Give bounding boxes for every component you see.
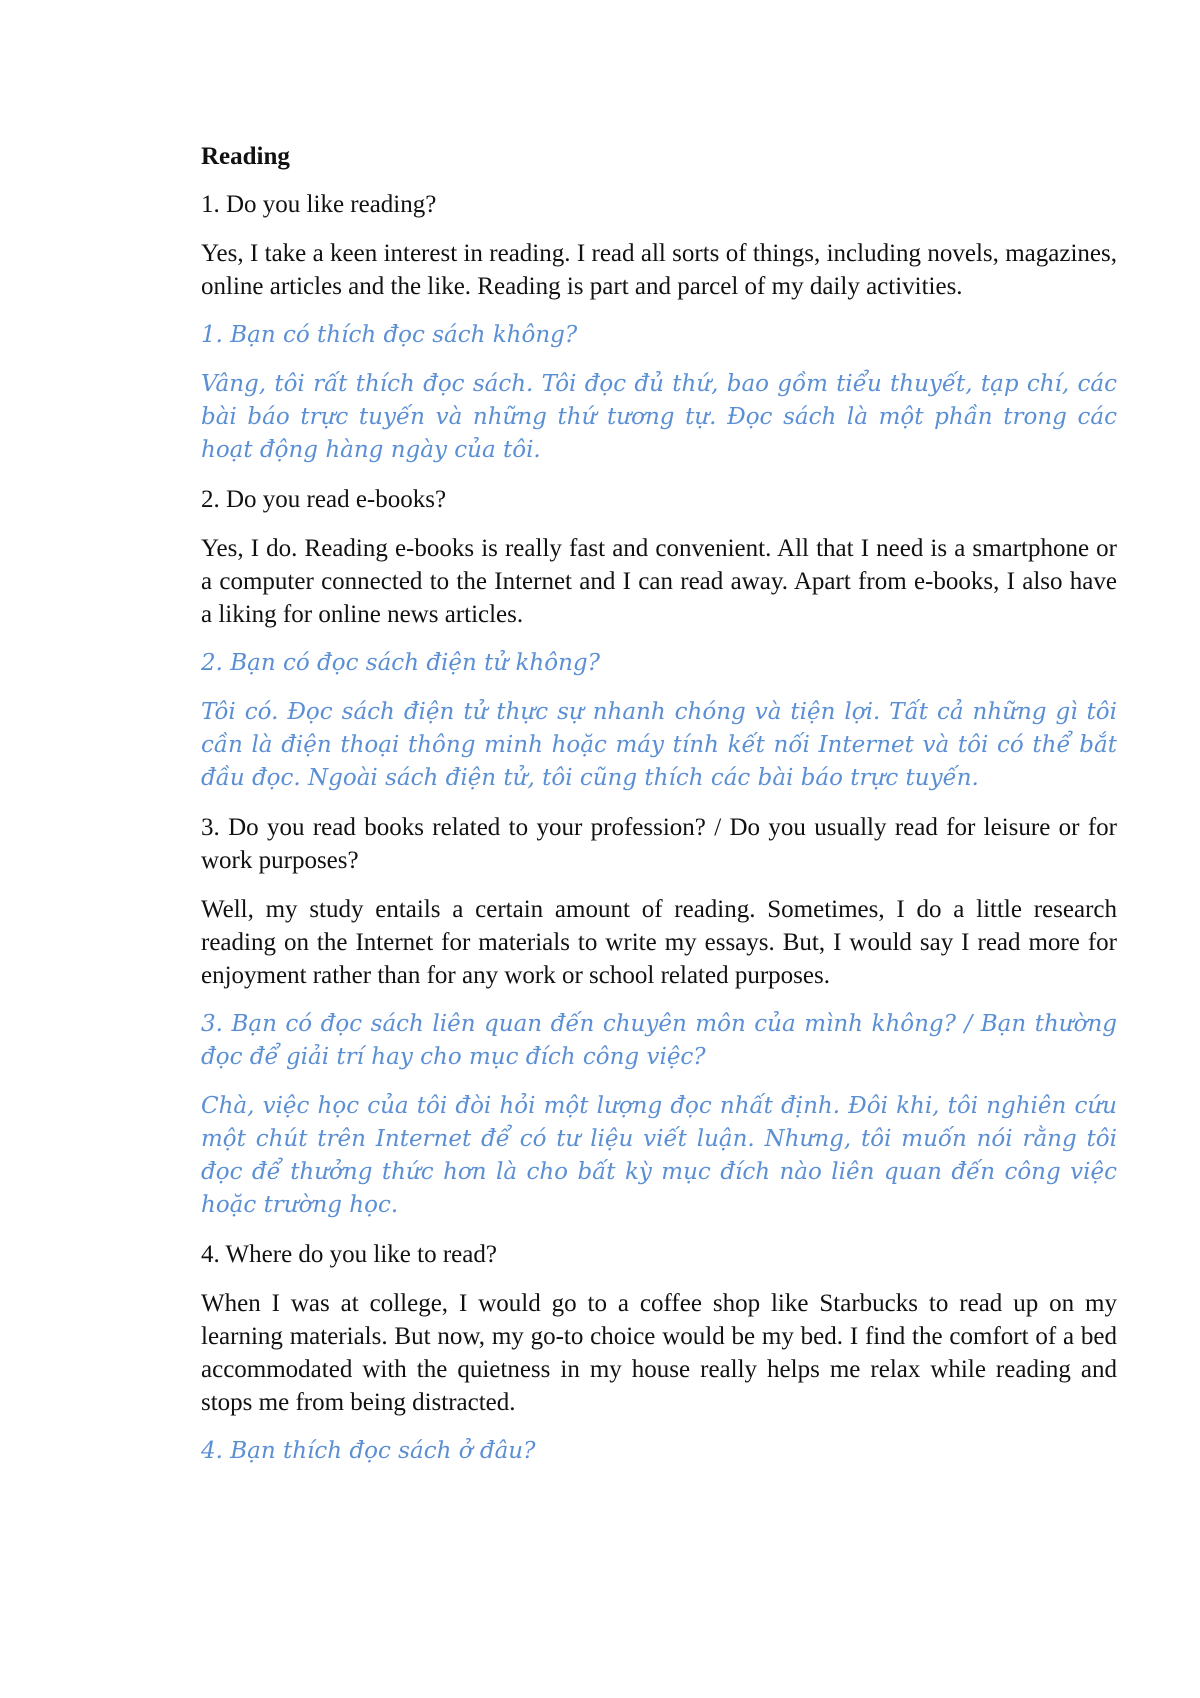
answer-en: Well, my study entails a certain amount of reading. Sometimes, I do a little research reading on the Internet for materials to write my essays. But, I would say I read more for enjoyment rather than for any work or school related purposes.	[201, 896, 1117, 989]
qa-section-2	[201, 483, 1117, 795]
question-en: 3. Do you read books related to your profession? / Do you usually read for leisure or for work purposes?	[201, 814, 1117, 874]
question-en: 1. Do you like reading?	[201, 191, 437, 218]
document-body	[201, 140, 1117, 1484]
question-en: 4. Where do you like to read?	[201, 1241, 497, 1268]
qa-section-3	[201, 811, 1117, 1222]
question-vi: 3. Bạn có đọc sách liên quan đến chuyên môn của mình không? / Bạn thường đọc để giải trí hay cho mục đích công việc?	[201, 1011, 1117, 1070]
answer-en: Yes, I do. Reading e-books is really fast and convenient. All that I need is a smartphone or a computer connected to the Internet and I can read away. Apart from e-books, I also have a liking for online news articles.	[201, 535, 1117, 628]
answer-vi: Vâng, tôi rất thích đọc sách. Tôi đọc đủ thứ, bao gồm tiểu thuyết, tạp chí, các bài báo trực tuyến và những thứ tương tự. Đọc sách là một phần trong các hoạt động hàng ngày của tôi.	[201, 371, 1117, 463]
qa-section-1	[201, 188, 1117, 467]
answer-vi: Tôi có. Đọc sách điện tử thực sự nhanh chóng và tiện lợi. Tất cả những gì tôi cần là điện thoại thông minh hoặc máy tính kết nối Internet và tôi có thể bắt đầu đọc. Ngoài sách điện tử, tôi cũng thích các bài báo trực tuyến.	[201, 699, 1117, 791]
qa-section-4	[201, 1238, 1117, 1468]
answer-vi: Chà, việc học của tôi đòi hỏi một lượng đọc nhất định. Đôi khi, tôi nghiên cứu một chút trên Internet để có tư liệu viết luận. Nhưng, tôi muốn nói rằng tôi đọc để thưởng thức hơn là cho bất kỳ mục đích nào liên quan đến công việc hoặc trường học.	[201, 1093, 1117, 1218]
answer-en: When I was at college, I would go to a coffee shop like Starbucks to read up on my learning materials. But now, my go-to choice would be my bed. I find the comfort of a bed accommodated with the quietness in my house really helps me relax while reading and stops me from being distracted.	[201, 1290, 1117, 1416]
question-en: 2. Do you read e-books?	[201, 486, 447, 513]
question-vi: 1. Bạn có thích đọc sách không?	[201, 322, 578, 348]
question-vi: 2. Bạn có đọc sách điện tử không?	[201, 650, 600, 676]
document-title: Reading	[201, 143, 290, 170]
question-vi: 4. Bạn thích đọc sách ở đâu?	[201, 1438, 536, 1464]
answer-en: Yes, I take a keen interest in reading. I read all sorts of things, including novels, magazines, online articles and the like. Reading is part and parcel of my daily activities.	[201, 240, 1117, 300]
